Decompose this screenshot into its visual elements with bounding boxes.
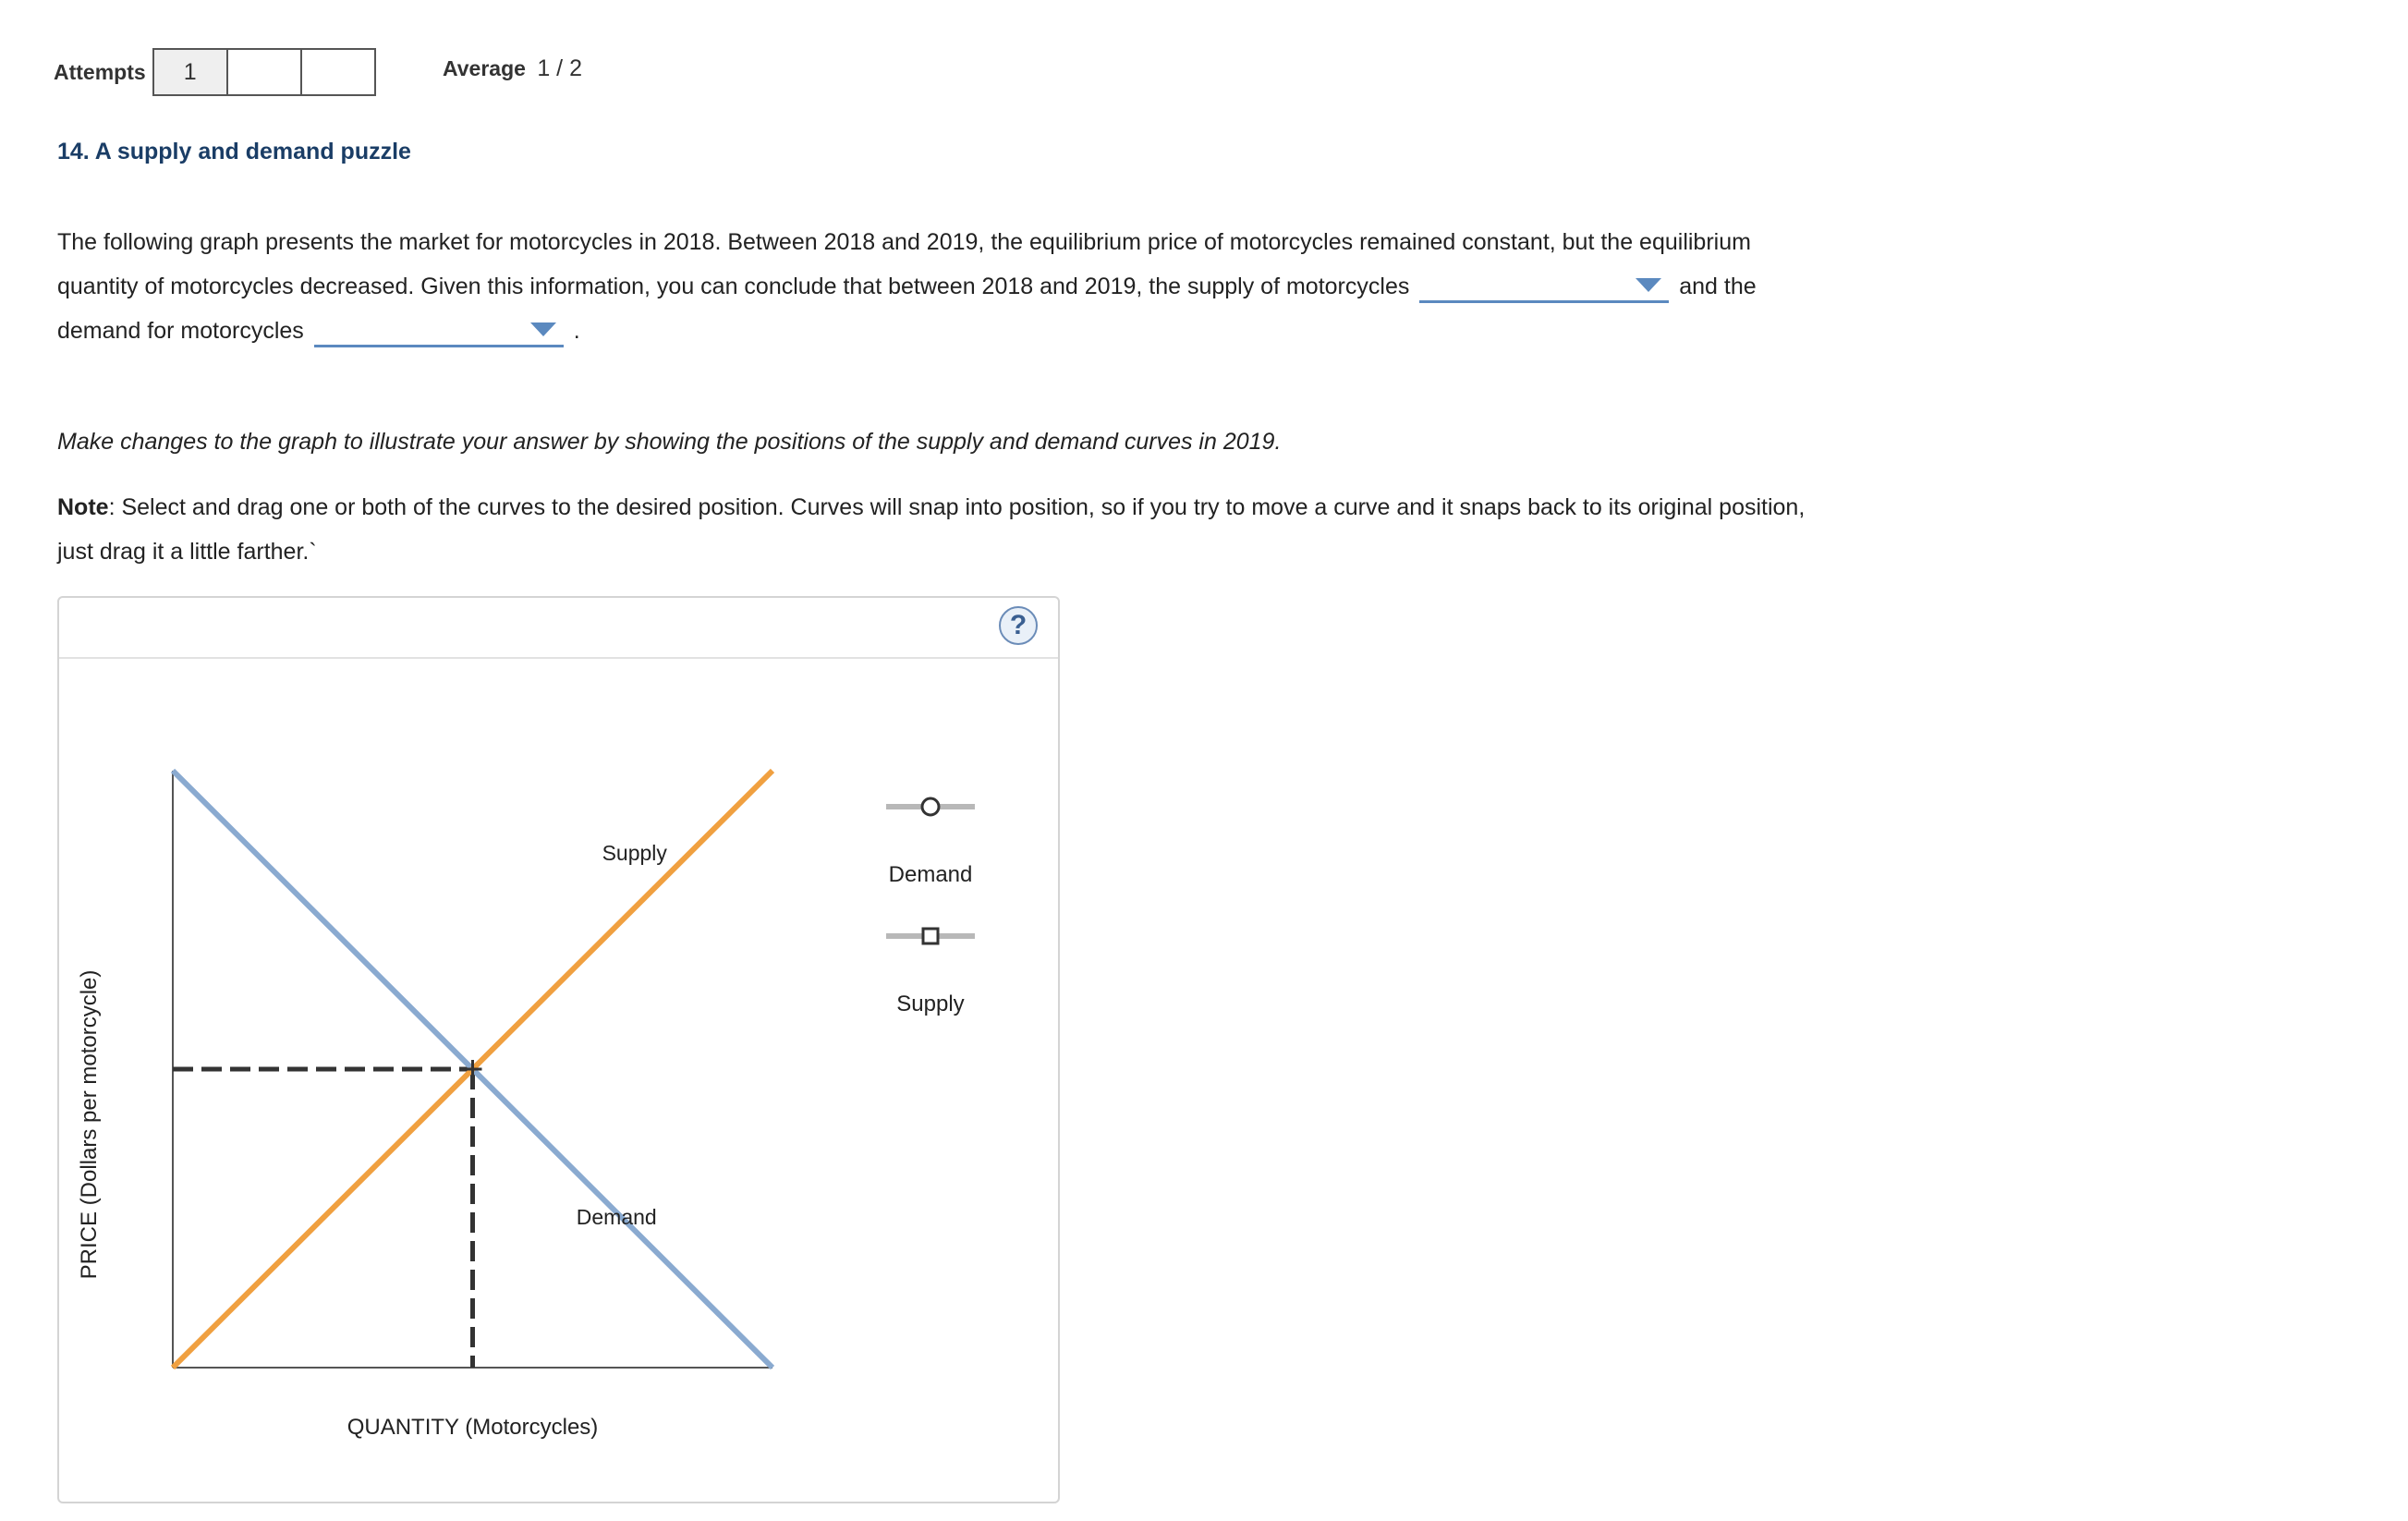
attempt-box-2 (226, 48, 302, 96)
average-value: 1 / 2 (537, 55, 582, 81)
x-axis-label: QUANTITY (Motorcycles) (347, 1415, 599, 1440)
attempt-box-3 (300, 48, 376, 96)
instruction-text: Make changes to the graph to illustrate your answer by showing the positions of the supply and demand curves in 2019. (57, 429, 1282, 455)
prompt-text-before: The following graph presents the market for motorcycles in 2018. Between 2018 and 2019, the equilibrium price of motorcycles remained constant, but the equilibrium quantity of motorcycles decreased. Given this information, you can conclude that between 2018 and 2019, the supply of motorcycles (57, 229, 1751, 299)
demand-legend-circle-icon[interactable] (922, 798, 939, 815)
demand-curve-label: Demand (576, 1204, 657, 1229)
attempts-row (54, 48, 376, 96)
question-title: 14. A supply and demand puzzle (57, 139, 411, 164)
attempt-box-1: 1 (152, 48, 228, 96)
note-body: : Select and drag one or both of the curves to the desired position. Curves will snap into position, so if you try to move a curve and it snaps back to its original position, just drag it a little farther.` (57, 494, 1806, 565)
demand-change-dropdown[interactable] (314, 311, 564, 347)
prompt-text-middle: and the demand for motorcycles (57, 274, 1757, 344)
supply-curve-label: Supply (602, 840, 667, 865)
prompt-text-end: . (573, 318, 580, 344)
supply-change-dropdown[interactable] (1419, 267, 1669, 303)
note-text (57, 485, 1813, 574)
graph-panel (57, 596, 1060, 1503)
y-axis-label: PRICE (Dollars per motorcycle) (77, 969, 102, 1280)
supply-demand-graph (59, 598, 1058, 1502)
supply-legend-label: Supply (896, 992, 965, 1016)
dropdown-caret-icon (1636, 278, 1661, 292)
average-label: Average (443, 56, 526, 80)
note-label: Note (57, 494, 109, 520)
demand-legend-label: Demand (888, 862, 973, 887)
help-icon[interactable]: ? (999, 606, 1038, 645)
supply-legend-square-icon[interactable] (923, 929, 938, 943)
average (443, 55, 582, 82)
question-prompt (57, 220, 1776, 353)
dropdown-caret-icon (530, 322, 556, 336)
attempts-label: Attempts (54, 59, 146, 84)
